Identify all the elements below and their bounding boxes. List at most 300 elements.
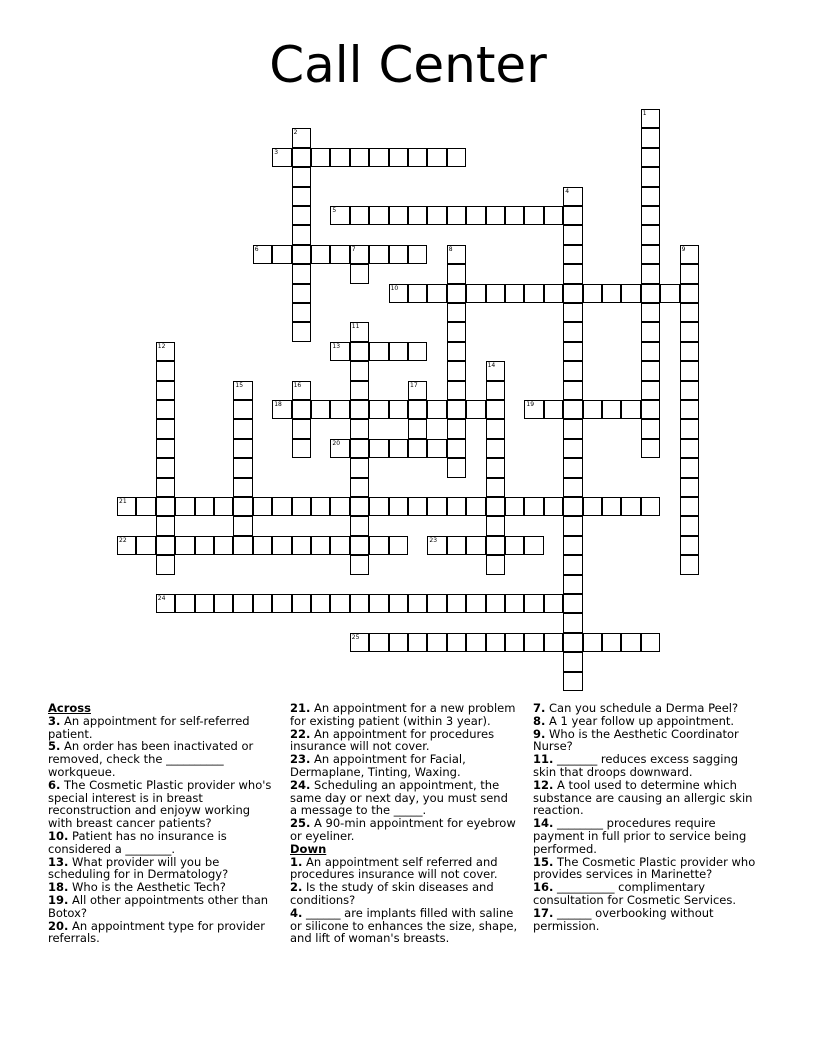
crossword-cell[interactable] — [524, 206, 543, 225]
crossword-cell[interactable] — [447, 458, 466, 477]
clue-across-3: 3. An appointment for self-referred patient. — [48, 713, 250, 741]
cell-number: 6 — [254, 245, 259, 253]
crossword-cell[interactable] — [641, 439, 660, 458]
crossword-cell[interactable] — [330, 497, 349, 516]
crossword-cell[interactable] — [447, 419, 466, 438]
crossword-cell[interactable] — [563, 381, 582, 400]
crossword-cell[interactable] — [350, 419, 369, 438]
crossword-cell[interactable] — [427, 536, 446, 555]
crossword-cell[interactable] — [466, 594, 485, 613]
crossword-cell[interactable] — [563, 361, 582, 380]
crossword-cell[interactable] — [408, 594, 427, 613]
crossword-cell[interactable] — [602, 400, 621, 419]
crossword-cell[interactable] — [641, 109, 660, 128]
crossword-cell[interactable] — [466, 284, 485, 303]
crossword-cell[interactable] — [563, 633, 582, 652]
crossword-cell[interactable] — [680, 245, 699, 264]
crossword-cell[interactable] — [253, 536, 272, 555]
crossword-cell[interactable] — [311, 536, 330, 555]
crossword-cell[interactable] — [369, 206, 388, 225]
crossword-cell[interactable] — [427, 439, 446, 458]
crossword-cell[interactable] — [156, 400, 175, 419]
crossword-cell[interactable] — [369, 245, 388, 264]
crossword-cell[interactable] — [680, 361, 699, 380]
crossword-cell[interactable] — [408, 633, 427, 652]
crossword-cell[interactable] — [292, 264, 311, 283]
crossword-cell[interactable] — [641, 322, 660, 341]
crossword-cell[interactable] — [330, 148, 349, 167]
crossword-cell[interactable] — [330, 206, 349, 225]
crossword-cell[interactable] — [350, 439, 369, 458]
crossword-cell[interactable] — [389, 148, 408, 167]
crossword-cell[interactable] — [330, 400, 349, 419]
crossword-cell[interactable] — [292, 303, 311, 322]
crossword-cell[interactable] — [563, 536, 582, 555]
crossword-cell[interactable] — [292, 128, 311, 147]
crossword-cell[interactable] — [680, 458, 699, 477]
clue-across-22: 22. An appointment for procedures insurance will not cover. — [290, 726, 495, 754]
crossword-cell[interactable] — [486, 381, 505, 400]
clue-across-20: 20. An appointment type for provider referrals. — [48, 918, 265, 946]
crossword-cell[interactable] — [389, 342, 408, 361]
crossword-cell[interactable] — [214, 594, 233, 613]
crossword-cell[interactable] — [350, 497, 369, 516]
crossword-cell[interactable] — [641, 342, 660, 361]
crossword-cell[interactable] — [641, 497, 660, 516]
crossword-cell[interactable] — [292, 187, 311, 206]
crossword-cell[interactable] — [156, 555, 175, 574]
crossword-cell[interactable] — [292, 381, 311, 400]
crossword-cell[interactable] — [272, 594, 291, 613]
cell-number: 11 — [351, 323, 360, 331]
crossword-cell[interactable] — [447, 361, 466, 380]
crossword-cell[interactable] — [660, 284, 679, 303]
crossword-cell[interactable] — [156, 478, 175, 497]
crossword-cell[interactable] — [680, 264, 699, 283]
crossword-cell[interactable] — [563, 303, 582, 322]
crossword-cell[interactable] — [641, 148, 660, 167]
crossword-cell[interactable] — [680, 497, 699, 516]
crossword-cell[interactable] — [292, 400, 311, 419]
crossword-cell[interactable] — [563, 652, 582, 671]
crossword-cell[interactable] — [408, 400, 427, 419]
crossword-cell[interactable] — [447, 342, 466, 361]
crossword-cell[interactable] — [466, 536, 485, 555]
crossword-cell[interactable] — [621, 633, 640, 652]
crossword-cell[interactable] — [253, 497, 272, 516]
crossword-cell[interactable] — [272, 148, 291, 167]
crossword-cell[interactable] — [195, 497, 214, 516]
crossword-cell[interactable] — [233, 516, 252, 535]
crossword-cell[interactable] — [563, 264, 582, 283]
crossword-cell[interactable] — [641, 361, 660, 380]
crossword-cell[interactable] — [156, 458, 175, 477]
crossword-cell[interactable] — [544, 497, 563, 516]
crossword-cell[interactable] — [524, 284, 543, 303]
crossword-cell[interactable] — [175, 594, 194, 613]
crossword-cell[interactable] — [583, 497, 602, 516]
crossword-cell[interactable] — [621, 400, 640, 419]
crossword-cell[interactable] — [156, 342, 175, 361]
crossword-cell[interactable] — [292, 439, 311, 458]
crossword-cell[interactable] — [408, 148, 427, 167]
crossword-cell[interactable] — [544, 284, 563, 303]
crossword-cell[interactable] — [486, 555, 505, 574]
crossword-cell[interactable] — [680, 516, 699, 535]
crossword-cell[interactable] — [233, 381, 252, 400]
crossword-cell[interactable] — [311, 245, 330, 264]
crossword-cell[interactable] — [350, 361, 369, 380]
crossword-cell[interactable] — [621, 497, 640, 516]
cell-number: 12 — [157, 342, 166, 350]
crossword-cell[interactable] — [680, 322, 699, 341]
crossword-cell[interactable] — [563, 497, 582, 516]
crossword-cell[interactable] — [680, 555, 699, 574]
crossword-cell[interactable] — [292, 322, 311, 341]
crossword-cell[interactable] — [641, 187, 660, 206]
crossword-cell[interactable] — [292, 206, 311, 225]
crossword-cell[interactable] — [680, 400, 699, 419]
clue-down-16: 16. __________ complimentary consultation for Cosmetic Services. — [533, 880, 736, 907]
crossword-cell[interactable] — [156, 419, 175, 438]
crossword-cell[interactable] — [563, 672, 582, 691]
crossword-cell[interactable] — [272, 245, 291, 264]
crossword-cell[interactable] — [233, 536, 252, 555]
crossword-cell[interactable] — [486, 516, 505, 535]
crossword-cell[interactable] — [486, 633, 505, 652]
crossword-cell[interactable] — [524, 633, 543, 652]
crossword-cell[interactable] — [408, 245, 427, 264]
crossword-cell[interactable] — [447, 381, 466, 400]
across-heading: Across — [48, 701, 91, 715]
clue-down-15: 15. The Cosmetic Plastic provider who provides services in Marinette? — [533, 854, 756, 882]
crossword-cell[interactable] — [544, 206, 563, 225]
crossword-cell[interactable] — [563, 439, 582, 458]
crossword-cell[interactable] — [466, 497, 485, 516]
crossword-cell[interactable] — [486, 439, 505, 458]
crossword-cell[interactable] — [272, 400, 291, 419]
crossword-cell[interactable] — [311, 497, 330, 516]
crossword-cell[interactable] — [563, 478, 582, 497]
crossword-cell[interactable] — [680, 381, 699, 400]
crossword-cell[interactable] — [292, 167, 311, 186]
crossword-cell[interactable] — [408, 381, 427, 400]
crossword-cell[interactable] — [563, 516, 582, 535]
crossword-cell[interactable] — [544, 633, 563, 652]
crossword-cell[interactable] — [292, 148, 311, 167]
clues-column-1 — [48, 702, 276, 945]
crossword-cell[interactable] — [214, 536, 233, 555]
crossword-cell[interactable] — [505, 206, 524, 225]
crossword-cell[interactable] — [563, 245, 582, 264]
crossword-cell[interactable] — [156, 536, 175, 555]
crossword-cell[interactable] — [563, 225, 582, 244]
crossword-cell[interactable] — [330, 536, 349, 555]
crossword-cell[interactable] — [563, 400, 582, 419]
crossword-cell[interactable] — [505, 497, 524, 516]
crossword-cell[interactable] — [563, 322, 582, 341]
crossword-cell[interactable] — [447, 594, 466, 613]
crossword-cell[interactable] — [156, 439, 175, 458]
crossword-cell[interactable] — [505, 284, 524, 303]
crossword-cell[interactable] — [350, 400, 369, 419]
crossword-cell[interactable] — [195, 594, 214, 613]
crossword-cell[interactable] — [447, 303, 466, 322]
crossword-cell[interactable] — [156, 497, 175, 516]
crossword-cell[interactable] — [486, 400, 505, 419]
crossword-cell[interactable] — [311, 594, 330, 613]
crossword-cell[interactable] — [602, 497, 621, 516]
crossword-cell[interactable] — [563, 342, 582, 361]
crossword-cell[interactable] — [233, 419, 252, 438]
cell-number: 24 — [157, 595, 166, 602]
crossword-cell[interactable] — [292, 419, 311, 438]
clue-down-1: 1. An appointment self referred and procedures insurance will not cover. — [290, 854, 498, 882]
crossword-cell[interactable] — [563, 206, 582, 225]
crossword-cell[interactable] — [427, 594, 446, 613]
crossword-cell[interactable] — [486, 594, 505, 613]
crossword-cell[interactable] — [680, 536, 699, 555]
crossword-cell[interactable] — [486, 419, 505, 438]
crossword-cell[interactable] — [524, 594, 543, 613]
crossword-cell[interactable] — [369, 342, 388, 361]
crossword-cell[interactable] — [330, 594, 349, 613]
crossword-cell[interactable] — [486, 497, 505, 516]
crossword-cell[interactable] — [505, 536, 524, 555]
crossword-cell[interactable] — [117, 536, 136, 555]
crossword-cell[interactable] — [369, 400, 388, 419]
crossword-cell[interactable] — [447, 400, 466, 419]
crossword-cell[interactable] — [369, 536, 388, 555]
crossword-cell[interactable] — [350, 381, 369, 400]
cell-number: 19 — [526, 401, 535, 408]
crossword-cell[interactable] — [389, 400, 408, 419]
crossword-cell[interactable] — [292, 225, 311, 244]
crossword-cell[interactable] — [447, 245, 466, 264]
clue-down-7: 7. Can you schedule a Derma Peel? — [533, 701, 739, 715]
crossword-cell[interactable] — [602, 284, 621, 303]
crossword-cell[interactable] — [311, 400, 330, 419]
crossword-cell[interactable] — [466, 206, 485, 225]
crossword-cell[interactable] — [486, 361, 505, 380]
crossword-cell[interactable] — [641, 264, 660, 283]
clue-down-12: 12. A tool used to determine which substance are causing an allergic skin reaction. — [533, 777, 753, 818]
crossword-cell[interactable] — [447, 633, 466, 652]
crossword-cell[interactable] — [447, 536, 466, 555]
crossword-cell[interactable] — [447, 439, 466, 458]
crossword-cell[interactable] — [447, 148, 466, 167]
crossword-cell[interactable] — [350, 478, 369, 497]
clue-across-6: 6. The Cosmetic Plastic provider who's special interest is in breast reconstruction and enjoyw working with breast cancer patients? — [48, 777, 272, 831]
crossword-cell[interactable] — [427, 633, 446, 652]
crossword-cell[interactable] — [447, 206, 466, 225]
crossword-cell[interactable] — [350, 148, 369, 167]
crossword-cell[interactable] — [350, 594, 369, 613]
crossword-cell[interactable] — [427, 206, 446, 225]
crossword-cell[interactable] — [641, 284, 660, 303]
crossword-cell[interactable] — [408, 439, 427, 458]
crossword-cell[interactable] — [427, 148, 446, 167]
clue-across-5: 5. An order has been inactivated or removed, check the __________ workqueue. — [48, 739, 254, 779]
crossword-cell[interactable] — [641, 419, 660, 438]
crossword-cell[interactable] — [350, 458, 369, 477]
crossword-cell[interactable] — [253, 594, 272, 613]
crossword-cell[interactable] — [486, 458, 505, 477]
down-heading: Down — [290, 841, 327, 856]
crossword-cell[interactable] — [641, 245, 660, 264]
crossword-cell[interactable] — [369, 148, 388, 167]
crossword-cell[interactable] — [408, 206, 427, 225]
crossword-cell[interactable] — [369, 594, 388, 613]
crossword-cell[interactable] — [486, 478, 505, 497]
crossword-cell[interactable] — [369, 497, 388, 516]
crossword-cell[interactable] — [427, 284, 446, 303]
crossword-cell[interactable] — [641, 633, 660, 652]
crossword-cell[interactable] — [641, 400, 660, 419]
crossword-cell[interactable] — [486, 536, 505, 555]
crossword-cell[interactable] — [680, 439, 699, 458]
crossword-cell[interactable] — [486, 284, 505, 303]
crossword-cell[interactable] — [563, 555, 582, 574]
crossword-cell[interactable] — [233, 497, 252, 516]
crossword-cell[interactable] — [680, 303, 699, 322]
crossword-cell[interactable] — [272, 497, 291, 516]
crossword-cell[interactable] — [136, 536, 155, 555]
crossword-cell[interactable] — [389, 536, 408, 555]
crossword-cell[interactable] — [583, 284, 602, 303]
crossword-cell[interactable] — [621, 284, 640, 303]
crossword-cell[interactable] — [156, 381, 175, 400]
crossword-cell[interactable] — [389, 206, 408, 225]
cell-number: 17 — [410, 381, 418, 389]
crossword-cell[interactable] — [447, 264, 466, 283]
crossword-cell[interactable] — [350, 555, 369, 574]
crossword-cell[interactable] — [505, 594, 524, 613]
crossword-cell[interactable] — [350, 516, 369, 535]
crossword-cell[interactable] — [350, 633, 369, 652]
crossword-cell[interactable] — [292, 284, 311, 303]
crossword-cell[interactable] — [641, 225, 660, 244]
clue-down-2: 2. Is the study of skin diseases and conditions? — [290, 880, 494, 907]
crossword-cell[interactable] — [524, 536, 543, 555]
crossword-cell[interactable] — [175, 536, 194, 555]
crossword-cell[interactable] — [330, 245, 349, 264]
crossword-cell[interactable] — [330, 439, 349, 458]
crossword-cell[interactable] — [427, 497, 446, 516]
crossword-cell[interactable] — [253, 245, 272, 264]
crossword-cell[interactable] — [641, 206, 660, 225]
crossword-cell[interactable] — [272, 536, 291, 555]
crossword-cell[interactable] — [233, 400, 252, 419]
crossword-cell[interactable] — [563, 613, 582, 632]
crossword-cell[interactable] — [350, 245, 369, 264]
crossword-cell[interactable] — [408, 284, 427, 303]
crossword-cell[interactable] — [233, 594, 252, 613]
crossword-cell[interactable] — [524, 497, 543, 516]
crossword-cell[interactable] — [175, 497, 194, 516]
crossword-cell[interactable] — [408, 497, 427, 516]
crossword-cell[interactable] — [350, 536, 369, 555]
crossword-cell[interactable] — [389, 439, 408, 458]
crossword-cell[interactable] — [156, 594, 175, 613]
crossword-cell[interactable] — [292, 497, 311, 516]
crossword-cell[interactable] — [447, 497, 466, 516]
crossword-cell[interactable] — [350, 342, 369, 361]
crossword-cell[interactable] — [156, 361, 175, 380]
clue-down-14: 14. ________ procedures require payment in full prior to service being performed. — [533, 816, 747, 856]
crossword-cell[interactable] — [563, 187, 582, 206]
crossword-cell[interactable] — [641, 381, 660, 400]
crossword-cell[interactable] — [195, 536, 214, 555]
crossword-cell[interactable] — [563, 458, 582, 477]
crossword-cell[interactable] — [408, 342, 427, 361]
crossword-cell[interactable] — [233, 439, 252, 458]
crossword-cell[interactable] — [486, 206, 505, 225]
crossword-cell[interactable] — [680, 342, 699, 361]
crossword-cell[interactable] — [583, 400, 602, 419]
crossword-cell[interactable] — [602, 633, 621, 652]
crossword-cell[interactable] — [505, 633, 524, 652]
crossword-cell[interactable] — [350, 206, 369, 225]
crossword-cell[interactable] — [466, 400, 485, 419]
crossword-cell[interactable] — [641, 167, 660, 186]
clue-across-19: 19. All other appointments other than Botox? — [48, 892, 269, 920]
crossword-cell[interactable] — [350, 322, 369, 341]
crossword-cell[interactable] — [389, 594, 408, 613]
crossword-cell[interactable] — [680, 419, 699, 438]
crossword-cell[interactable] — [389, 245, 408, 264]
crossword-cell[interactable] — [292, 594, 311, 613]
clues-column-2 — [290, 702, 518, 945]
crossword-cell[interactable] — [447, 284, 466, 303]
clue-across-23: 23. An appointment for Facial, Dermaplane, Tinting, Waxing. — [290, 752, 466, 779]
cell-number: 9 — [681, 245, 686, 253]
crossword-cell[interactable] — [156, 516, 175, 535]
crossword-cell[interactable] — [233, 478, 252, 497]
crossword-cell[interactable] — [389, 284, 408, 303]
crossword-cell[interactable] — [641, 303, 660, 322]
crossword-cell[interactable] — [389, 497, 408, 516]
crossword-cell[interactable] — [447, 322, 466, 341]
crossword-cell[interactable] — [330, 342, 349, 361]
crossword-cell[interactable] — [214, 497, 233, 516]
crossword-cell[interactable] — [408, 419, 427, 438]
crossword-cell[interactable] — [427, 400, 446, 419]
crossword-cell[interactable] — [563, 419, 582, 438]
crossword-cell[interactable] — [680, 284, 699, 303]
crossword-cell[interactable] — [292, 245, 311, 264]
crossword-cell[interactable] — [117, 497, 136, 516]
crossword-cell[interactable] — [389, 633, 408, 652]
crossword-cell[interactable] — [524, 400, 543, 419]
crossword-cell[interactable] — [641, 128, 660, 147]
crossword-cell[interactable] — [233, 458, 252, 477]
crossword-cell[interactable] — [544, 594, 563, 613]
crossword-cell[interactable] — [369, 439, 388, 458]
crossword-cell[interactable] — [680, 478, 699, 497]
crossword-cell[interactable] — [136, 497, 155, 516]
crossword-cell[interactable] — [311, 148, 330, 167]
crossword-cell[interactable] — [350, 264, 369, 283]
crossword-cell[interactable] — [466, 633, 485, 652]
crossword-cell[interactable] — [583, 633, 602, 652]
crossword-cell[interactable] — [544, 400, 563, 419]
crossword-cell[interactable] — [292, 536, 311, 555]
crossword-cell[interactable] — [563, 575, 582, 594]
crossword-cell[interactable] — [369, 633, 388, 652]
crossword-cell[interactable] — [563, 594, 582, 613]
crossword-cell[interactable] — [563, 284, 582, 303]
